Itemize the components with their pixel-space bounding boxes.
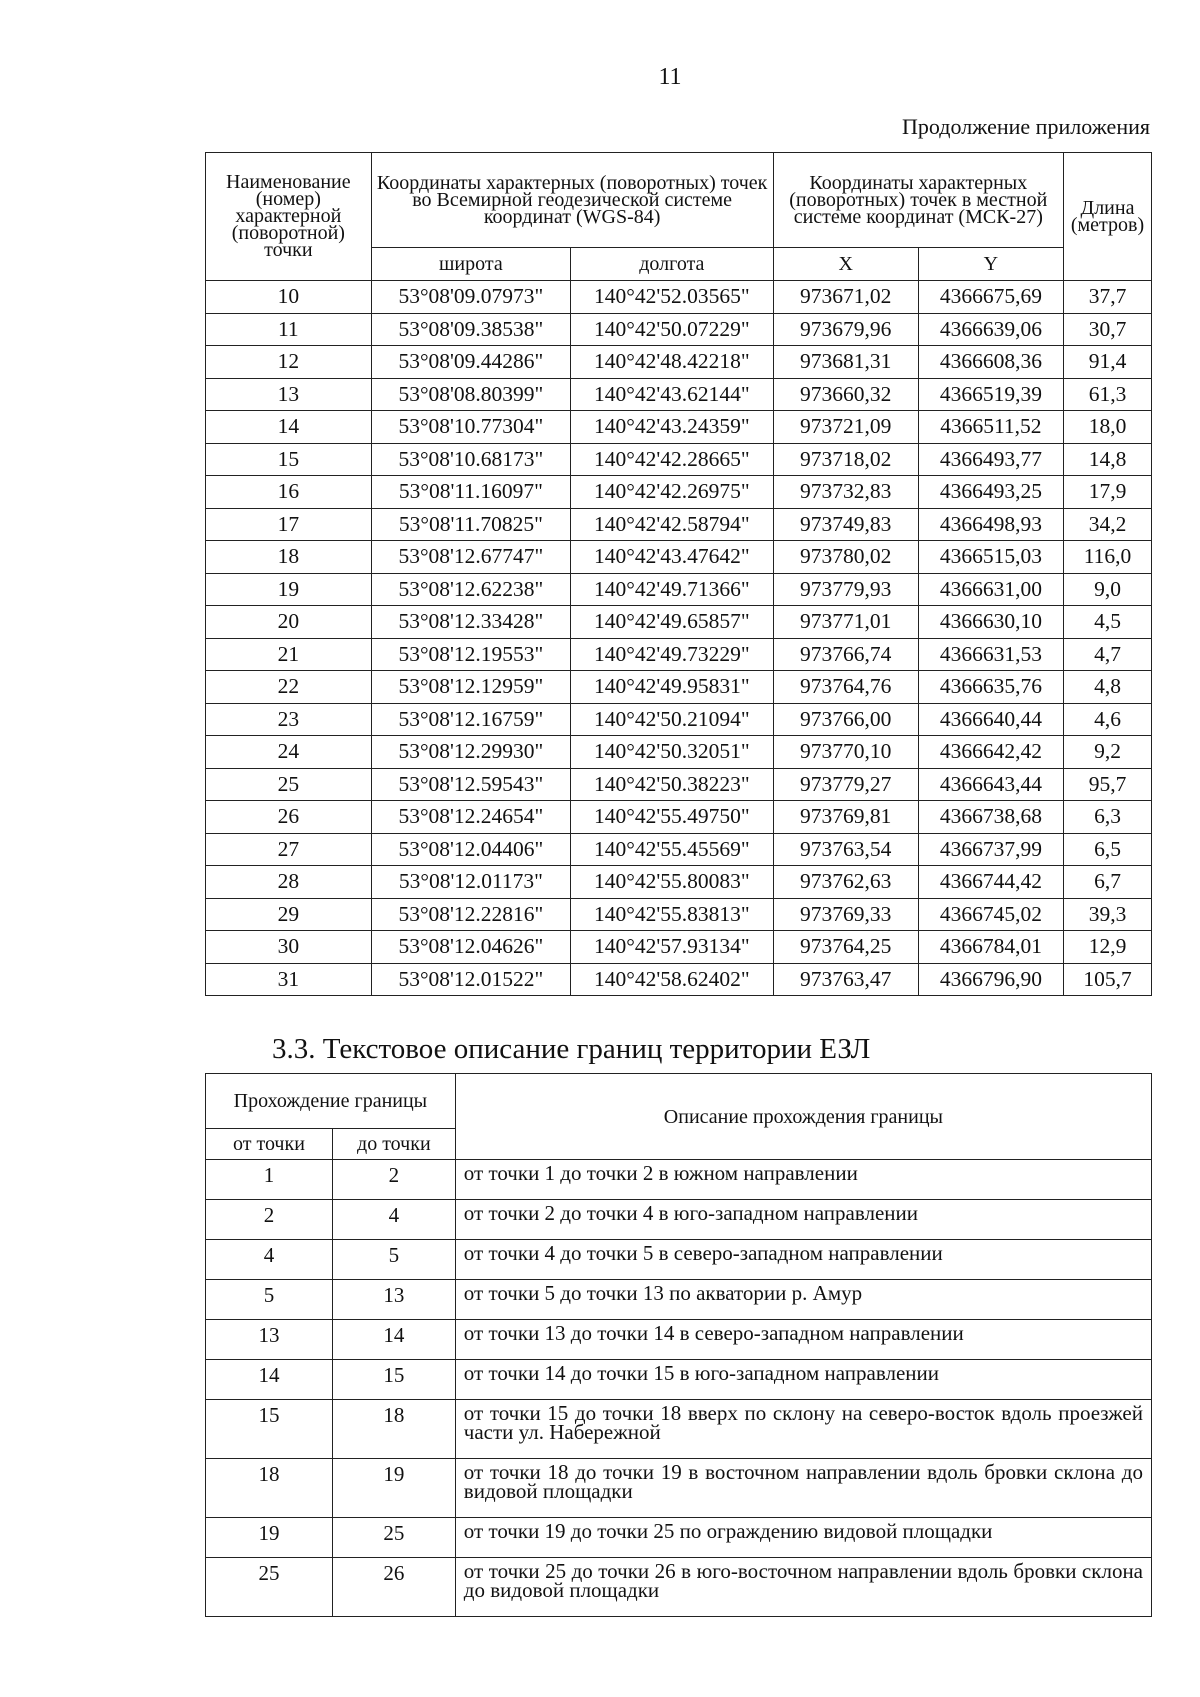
table-row [206,443,1152,476]
length-cell: 4,6 [1064,703,1152,736]
length-cell: 9,0 [1064,573,1152,606]
table-row [206,703,1152,736]
y-cell: 4366737,99 [918,833,1063,866]
table-row [206,476,1152,509]
from-point-cell: 14 [206,1360,333,1400]
latitude-cell: 53°08'12.01522" [371,963,570,996]
header-latitude: широта [371,248,570,281]
description-cell: от точки 5 до точки 13 по акватории р. Амур [455,1280,1151,1320]
x-cell: 973779,27 [773,768,918,801]
y-cell: 4366493,77 [918,443,1063,476]
description-cell: от точки 25 до точки 26 в юго-восточном направлении вдоль бровки склона до видовой площадки [455,1558,1151,1617]
to-point-cell: 2 [332,1160,455,1200]
x-cell: 973766,00 [773,703,918,736]
x-cell: 973779,93 [773,573,918,606]
latitude-cell: 53°08'12.62238" [371,573,570,606]
x-cell: 973770,10 [773,736,918,769]
longitude-cell: 140°42'58.62402" [571,963,773,996]
y-cell: 4366498,93 [918,508,1063,541]
longitude-cell: 140°42'42.58794" [571,508,773,541]
header-longitude: долгота [571,248,773,281]
header-point-name: Наименование (номер) характерной (поворотной) точки [206,153,372,281]
to-point-cell: 19 [332,1459,455,1518]
page-number: 11 [658,64,682,90]
y-cell: 4366608,36 [918,346,1063,379]
y-cell: 4366631,53 [918,638,1063,671]
x-cell: 973764,76 [773,671,918,704]
latitude-cell: 53°08'12.12959" [371,671,570,704]
length-cell: 4,5 [1064,606,1152,639]
length-cell: 39,3 [1064,898,1152,931]
y-cell: 4366784,01 [918,931,1063,964]
y-cell: 4366493,25 [918,476,1063,509]
table-row [206,1360,1152,1400]
length-cell: 91,4 [1064,346,1152,379]
header-description: Описание прохождения границы [455,1074,1151,1160]
table-row [206,866,1152,899]
length-cell: 4,7 [1064,638,1152,671]
point-number-cell: 10 [206,281,372,314]
longitude-cell: 140°42'55.83813" [571,898,773,931]
section-heading: 3.3. Текстовое описание границ территории ЕЗЛ [272,1033,871,1065]
header-from-point: от точки [206,1129,333,1160]
longitude-cell: 140°42'55.45569" [571,833,773,866]
length-cell: 105,7 [1064,963,1152,996]
x-cell: 973763,54 [773,833,918,866]
description-cell: от точки 4 до точки 5 в северо-западном направлении [455,1240,1151,1280]
y-cell: 4366519,39 [918,378,1063,411]
table-row [206,346,1152,379]
table-row [206,281,1152,314]
latitude-cell: 53°08'09.07973" [371,281,570,314]
latitude-cell: 53°08'11.70825" [371,508,570,541]
table-row [206,1200,1152,1240]
point-number-cell: 12 [206,346,372,379]
point-number-cell: 31 [206,963,372,996]
x-cell: 973660,32 [773,378,918,411]
point-number-cell: 13 [206,378,372,411]
table-row [206,1280,1152,1320]
latitude-cell: 53°08'10.68173" [371,443,570,476]
point-number-cell: 25 [206,768,372,801]
coordinates-table [205,152,1152,996]
from-point-cell: 4 [206,1240,333,1280]
longitude-cell: 140°42'52.03565" [571,281,773,314]
length-cell: 116,0 [1064,541,1152,574]
longitude-cell: 140°42'42.26975" [571,476,773,509]
point-number-cell: 16 [206,476,372,509]
y-cell: 4366642,42 [918,736,1063,769]
table-row [206,606,1152,639]
table-row [206,931,1152,964]
point-number-cell: 30 [206,931,372,964]
length-cell: 34,2 [1064,508,1152,541]
from-point-cell: 15 [206,1400,333,1459]
point-number-cell: 15 [206,443,372,476]
table-row [206,833,1152,866]
point-number-cell: 19 [206,573,372,606]
to-point-cell: 14 [332,1320,455,1360]
x-cell: 973721,09 [773,411,918,444]
table-row [206,1459,1152,1518]
boundary-description-body [206,1160,1152,1617]
x-cell: 973763,47 [773,963,918,996]
length-cell: 4,8 [1064,671,1152,704]
length-cell: 12,9 [1064,931,1152,964]
x-cell: 973671,02 [773,281,918,314]
from-point-cell: 18 [206,1459,333,1518]
y-cell: 4366745,02 [918,898,1063,931]
from-point-cell: 13 [206,1320,333,1360]
description-cell: от точки 14 до точки 15 в юго-западном направлении [455,1360,1151,1400]
point-number-cell: 18 [206,541,372,574]
latitude-cell: 53°08'12.59543" [371,768,570,801]
y-cell: 4366675,69 [918,281,1063,314]
to-point-cell: 26 [332,1558,455,1617]
y-cell: 4366643,44 [918,768,1063,801]
latitude-cell: 53°08'12.33428" [371,606,570,639]
latitude-cell: 53°08'12.01173" [371,866,570,899]
x-cell: 973718,02 [773,443,918,476]
table-row [206,1160,1152,1200]
longitude-cell: 140°42'49.95831" [571,671,773,704]
coordinates-table-body [206,281,1152,996]
latitude-cell: 53°08'12.04406" [371,833,570,866]
header-length: Длина (метров) [1064,153,1152,281]
longitude-cell: 140°42'49.65857" [571,606,773,639]
continuation-label: Продолжение приложения [902,114,1150,139]
table-row [206,313,1152,346]
to-point-cell: 25 [332,1518,455,1558]
point-number-cell: 28 [206,866,372,899]
latitude-cell: 53°08'09.44286" [371,346,570,379]
point-number-cell: 22 [206,671,372,704]
y-cell: 4366511,52 [918,411,1063,444]
latitude-cell: 53°08'12.22816" [371,898,570,931]
table-row [206,541,1152,574]
length-cell: 61,3 [1064,378,1152,411]
length-cell: 17,9 [1064,476,1152,509]
description-cell: от точки 2 до точки 4 в юго-западном направлении [455,1200,1151,1240]
table-row [206,573,1152,606]
length-cell: 18,0 [1064,411,1152,444]
x-cell: 973762,63 [773,866,918,899]
header-passage: Прохождение границы [206,1074,456,1129]
table-row [206,736,1152,769]
latitude-cell: 53°08'12.16759" [371,703,570,736]
point-number-cell: 26 [206,801,372,834]
to-point-cell: 18 [332,1400,455,1459]
table-row [206,1240,1152,1280]
table-row [206,898,1152,931]
longitude-cell: 140°42'49.73229" [571,638,773,671]
table-row [206,1558,1152,1617]
x-cell: 973769,81 [773,801,918,834]
point-number-cell: 29 [206,898,372,931]
point-number-cell: 21 [206,638,372,671]
length-cell: 95,7 [1064,768,1152,801]
to-point-cell: 4 [332,1200,455,1240]
latitude-cell: 53°08'09.38538" [371,313,570,346]
y-cell: 4366796,90 [918,963,1063,996]
header-x: X [773,248,918,281]
longitude-cell: 140°42'55.49750" [571,801,773,834]
table-row [206,638,1152,671]
to-point-cell: 5 [332,1240,455,1280]
latitude-cell: 53°08'10.77304" [371,411,570,444]
longitude-cell: 140°42'50.38223" [571,768,773,801]
table-row [206,411,1152,444]
header-msk27-group: Координаты характерных (поворотных) точек в местной системе координат (МСК-27) [773,153,1063,248]
description-cell: от точки 18 до точки 19 в восточном направлении вдоль бровки склона до видовой площадки [455,1459,1151,1518]
header-y: Y [918,248,1063,281]
boundary-description-table [205,1073,1152,1617]
latitude-cell: 53°08'11.16097" [371,476,570,509]
x-cell: 973780,02 [773,541,918,574]
table-row [206,801,1152,834]
length-cell: 37,7 [1064,281,1152,314]
x-cell: 973749,83 [773,508,918,541]
description-cell: от точки 13 до точки 14 в северо-западном направлении [455,1320,1151,1360]
longitude-cell: 140°42'57.93134" [571,931,773,964]
longitude-cell: 140°42'42.28665" [571,443,773,476]
length-cell: 6,3 [1064,801,1152,834]
header-wgs84-group: Координаты характерных (поворотных) точек во Всемирной геодезической системе координат (WGS-84) [371,153,773,248]
longitude-cell: 140°42'43.62144" [571,378,773,411]
longitude-cell: 140°42'50.32051" [571,736,773,769]
length-cell: 6,7 [1064,866,1152,899]
table-row [206,508,1152,541]
y-cell: 4366639,06 [918,313,1063,346]
latitude-cell: 53°08'12.29930" [371,736,570,769]
latitude-cell: 53°08'12.19553" [371,638,570,671]
latitude-cell: 53°08'12.67747" [371,541,570,574]
length-cell: 14,8 [1064,443,1152,476]
description-cell: от точки 1 до точки 2 в южном направлении [455,1160,1151,1200]
latitude-cell: 53°08'12.04626" [371,931,570,964]
y-cell: 4366630,10 [918,606,1063,639]
latitude-cell: 53°08'08.80399" [371,378,570,411]
to-point-cell: 15 [332,1360,455,1400]
table-row [206,671,1152,704]
longitude-cell: 140°42'50.21094" [571,703,773,736]
from-point-cell: 5 [206,1280,333,1320]
header-to-point: до точки [332,1129,455,1160]
point-number-cell: 27 [206,833,372,866]
x-cell: 973681,31 [773,346,918,379]
table-row [206,378,1152,411]
length-cell: 9,2 [1064,736,1152,769]
description-cell: от точки 19 до точки 25 по ограждению видовой площадки [455,1518,1151,1558]
x-cell: 973771,01 [773,606,918,639]
point-number-cell: 20 [206,606,372,639]
y-cell: 4366631,00 [918,573,1063,606]
from-point-cell: 2 [206,1200,333,1240]
table-row [206,768,1152,801]
y-cell: 4366738,68 [918,801,1063,834]
y-cell: 4366635,76 [918,671,1063,704]
y-cell: 4366515,03 [918,541,1063,574]
longitude-cell: 140°42'43.47642" [571,541,773,574]
longitude-cell: 140°42'43.24359" [571,411,773,444]
x-cell: 973679,96 [773,313,918,346]
x-cell: 973732,83 [773,476,918,509]
from-point-cell: 19 [206,1518,333,1558]
length-cell: 6,5 [1064,833,1152,866]
x-cell: 973769,33 [773,898,918,931]
y-cell: 4366640,44 [918,703,1063,736]
table-row [206,1518,1152,1558]
point-number-cell: 14 [206,411,372,444]
x-cell: 973766,74 [773,638,918,671]
point-number-cell: 23 [206,703,372,736]
longitude-cell: 140°42'55.80083" [571,866,773,899]
length-cell: 30,7 [1064,313,1152,346]
to-point-cell: 13 [332,1280,455,1320]
longitude-cell: 140°42'50.07229" [571,313,773,346]
point-number-cell: 11 [206,313,372,346]
point-number-cell: 24 [206,736,372,769]
table-row [206,1400,1152,1459]
from-point-cell: 1 [206,1160,333,1200]
longitude-cell: 140°42'48.42218" [571,346,773,379]
from-point-cell: 25 [206,1558,333,1617]
description-cell: от точки 15 до точки 18 вверх по склону на северо-восток вдоль проезжей части ул. Набережной [455,1400,1151,1459]
table-row [206,963,1152,996]
table-row [206,1320,1152,1360]
y-cell: 4366744,42 [918,866,1063,899]
longitude-cell: 140°42'49.71366" [571,573,773,606]
latitude-cell: 53°08'12.24654" [371,801,570,834]
x-cell: 973764,25 [773,931,918,964]
point-number-cell: 17 [206,508,372,541]
